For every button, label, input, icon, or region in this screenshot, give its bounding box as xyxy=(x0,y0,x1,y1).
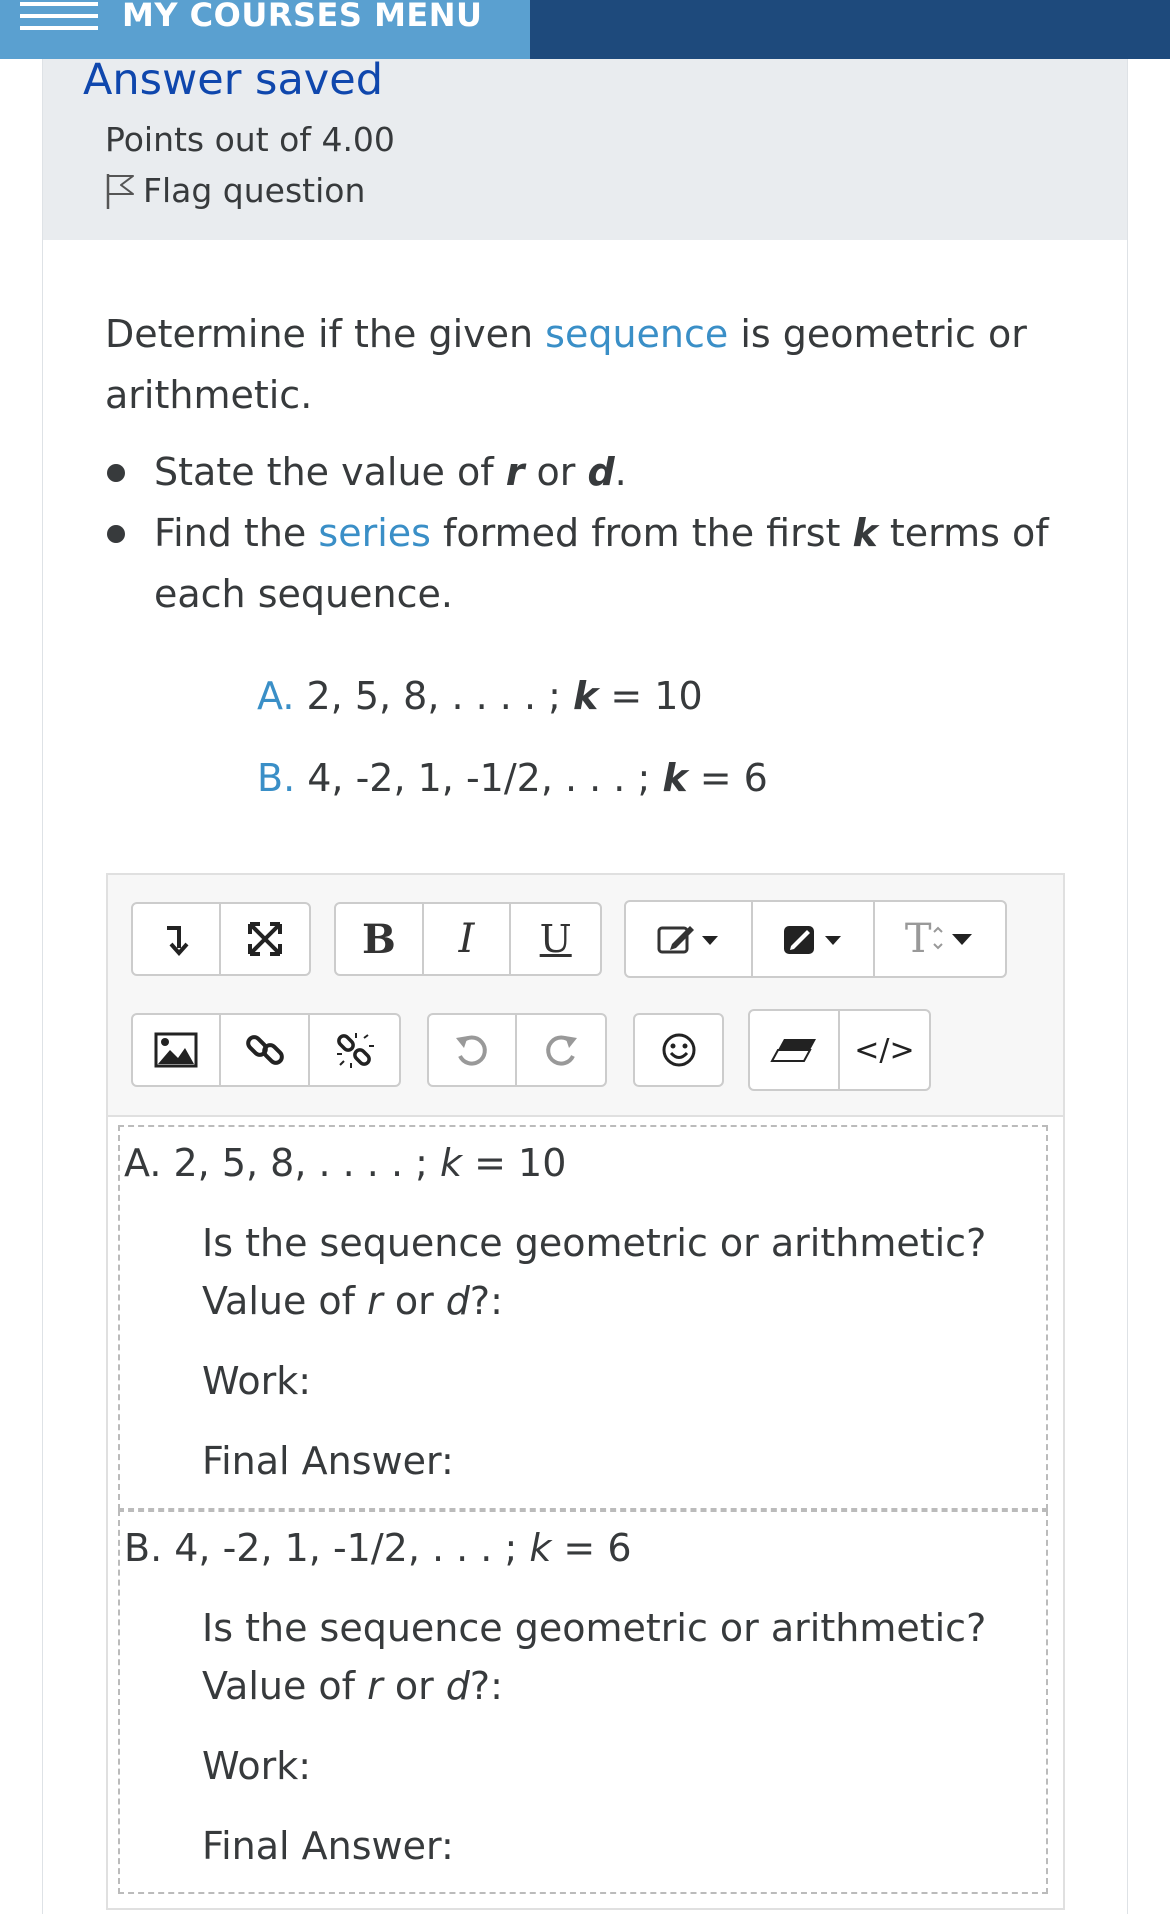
toolbar-group-format xyxy=(334,902,602,976)
link-icon xyxy=(245,1030,285,1070)
var-k: k xyxy=(852,511,878,555)
grade-text: Points out of 4.00 xyxy=(105,120,395,159)
highlight-icon xyxy=(781,922,845,956)
top-navbar xyxy=(0,0,1170,59)
unlink-icon xyxy=(334,1030,374,1070)
flag-question-link[interactable] xyxy=(105,171,365,210)
var-d: d xyxy=(445,1664,470,1708)
var-d: d xyxy=(587,450,615,494)
bold-button[interactable]: B xyxy=(336,904,424,974)
var-k: k xyxy=(529,1526,552,1570)
italic-button[interactable]: I xyxy=(424,904,512,974)
expand-toolbar-button[interactable] xyxy=(133,904,221,974)
value-text: ?: xyxy=(469,1279,503,1323)
choice-sequence: 2, 5, 8, . . . . ; xyxy=(294,674,574,718)
unlink-button[interactable] xyxy=(310,1015,399,1085)
value-line xyxy=(202,1664,503,1708)
choice-b xyxy=(257,756,768,800)
instruction-text: . xyxy=(614,450,627,494)
var-k: k xyxy=(573,674,599,718)
choice-letter: B. xyxy=(257,756,296,800)
heading-sequence: B. 4, -2, 1, -1/2, . . . ; xyxy=(124,1526,530,1570)
heading-sequence: A. 2, 5, 8, . . . . ; xyxy=(124,1141,441,1185)
insert-image-button[interactable] xyxy=(133,1015,221,1085)
redo-icon xyxy=(543,1032,579,1068)
final-answer-line: Final Answer: xyxy=(202,1439,454,1483)
fullscreen-button[interactable] xyxy=(221,904,309,974)
undo-icon xyxy=(454,1032,490,1068)
flag-icon xyxy=(105,172,135,210)
var-d: d xyxy=(445,1279,470,1323)
question-content xyxy=(42,240,1128,1914)
edit-icon xyxy=(656,922,720,956)
hamburger-icon xyxy=(20,2,98,34)
value-text: or xyxy=(382,1664,446,1708)
emoji-icon xyxy=(661,1032,697,1068)
answer-section-b xyxy=(118,1510,1048,1894)
instruction-item xyxy=(105,503,1105,625)
choice-value: = 6 xyxy=(687,756,768,800)
choice-letter: A. xyxy=(257,674,295,718)
var-k: k xyxy=(662,756,688,800)
final-answer-line: Final Answer: xyxy=(202,1824,454,1868)
instruction-list xyxy=(105,442,1105,625)
eraser-icon xyxy=(770,1035,818,1065)
toolbar-group-emoji xyxy=(633,1013,724,1087)
instruction-text: formed from the first xyxy=(430,511,853,555)
heading-value: = 10 xyxy=(462,1141,567,1185)
my-courses-menu-button[interactable] xyxy=(0,0,530,59)
work-line: Work: xyxy=(202,1359,312,1403)
var-r: r xyxy=(367,1664,383,1708)
var-r: r xyxy=(505,450,525,494)
edit-dropdown-button[interactable] xyxy=(626,902,753,976)
value-text: Value of xyxy=(202,1279,368,1323)
section-heading xyxy=(124,1526,632,1570)
highlight-dropdown-button[interactable] xyxy=(753,902,876,976)
instruction-text: or xyxy=(524,450,588,494)
undo-button[interactable] xyxy=(429,1015,517,1085)
var-r: r xyxy=(367,1279,383,1323)
series-link[interactable]: series xyxy=(318,511,431,555)
section-heading xyxy=(124,1141,566,1185)
sequence-link[interactable]: sequence xyxy=(545,312,729,356)
value-text: or xyxy=(382,1279,446,1323)
instruction-text: Find the xyxy=(154,511,319,555)
value-line xyxy=(202,1279,503,1323)
emoji-button[interactable] xyxy=(635,1015,722,1085)
value-text: ?: xyxy=(469,1664,503,1708)
question-text-part: Determine if the given xyxy=(105,312,546,356)
html-source-button[interactable]: </> xyxy=(854,1032,915,1068)
choice-value: = 10 xyxy=(598,674,703,718)
font-size-dropdown-button[interactable] xyxy=(875,902,1005,976)
answer-state: Answer saved xyxy=(83,55,383,105)
question-type-line: Is the sequence geometric or arithmetic? xyxy=(202,1221,987,1265)
answer-editor[interactable] xyxy=(106,1117,1065,1910)
toolbar-group-style xyxy=(624,900,1007,978)
image-icon xyxy=(154,1032,198,1068)
clear-formatting-button[interactable] xyxy=(750,1011,840,1089)
instruction-text: State the value of xyxy=(154,450,506,494)
answer-section-a xyxy=(118,1125,1048,1510)
toolbar-group-tools xyxy=(748,1009,931,1091)
heading-value: = 6 xyxy=(551,1526,632,1570)
flag-label: Flag question xyxy=(143,171,366,210)
choice-sequence: 4, -2, 1, -1/2, . . . ; xyxy=(295,756,663,800)
arrow-down-icon xyxy=(163,922,189,956)
toolbar-group-view xyxy=(131,902,311,976)
value-text: Value of xyxy=(202,1664,368,1708)
insert-link-button[interactable] xyxy=(221,1015,309,1085)
question-type-line: Is the sequence geometric or arithmetic? xyxy=(202,1606,987,1650)
underline-button[interactable]: U xyxy=(539,917,572,961)
redo-button[interactable] xyxy=(517,1015,605,1085)
instruction-text: terms of each sequence. xyxy=(154,511,1049,616)
instruction-item xyxy=(105,442,1105,503)
question-info xyxy=(42,55,1128,240)
chevron-down-icon xyxy=(932,924,976,954)
toolbar-group-history xyxy=(427,1013,607,1087)
font-size-icon: T xyxy=(904,916,932,962)
question-text xyxy=(105,304,1085,426)
choice-a xyxy=(257,674,703,718)
fullscreen-icon xyxy=(247,921,283,957)
menu-label: MY COURSES MENU xyxy=(122,0,483,34)
work-line: Work: xyxy=(202,1744,312,1788)
var-k: k xyxy=(440,1141,463,1185)
editor-toolbar xyxy=(106,873,1065,1117)
question-text-part: is geometric or arithmetic. xyxy=(105,312,1027,417)
toolbar-group-insert xyxy=(131,1013,401,1087)
